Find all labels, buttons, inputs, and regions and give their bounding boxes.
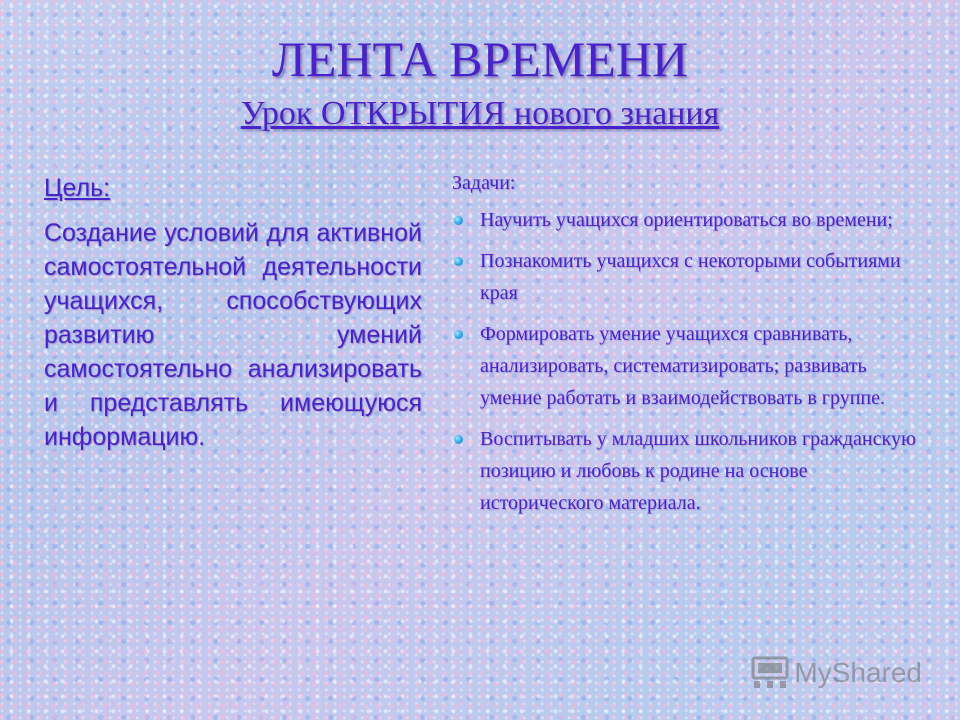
goal-text: Создание условий для активной самостоятельной деятельности учащихся, способствующих развитию умений самостоятельно анализировать и представлять имеющуюся информацию. [44,219,422,451]
task-item [452,318,922,414]
bullet-icon [454,257,463,266]
task-text: Формировать умение учащихся сравнивать, анализировать, систематизировать; развивать умение работать и взаимодействовать в группе. [480,323,885,409]
slide-title: ЛЕНТА ВРЕМЕНИ [271,31,689,87]
task-item [452,245,922,309]
task-text: Познакомить учащихся с некоторыми событиями края [480,250,901,304]
task-item [452,204,922,236]
classroom-logo-icon [750,656,790,690]
tasks-list [452,204,922,519]
goal-section [44,170,422,454]
tasks-section [452,168,922,528]
bullet-icon [454,330,463,339]
tasks-label: Задачи: [452,172,516,194]
bullet-icon [454,435,463,444]
bullet-icon [454,216,463,225]
watermark-text: MyShared [794,657,922,688]
slide-subtitle: Урок ОТКРЫТИЯ нового знания [240,95,720,132]
goal-label: Цель: [44,174,111,202]
watermark [750,656,922,690]
task-text: Научить учащихся ориентироваться во времени; [480,209,893,231]
slide-header [0,28,960,136]
task-item [452,423,922,519]
task-text: Воспитывать у младших школьников гражданскую позицию и любовь к родине на основе исторического материала. [480,428,916,514]
